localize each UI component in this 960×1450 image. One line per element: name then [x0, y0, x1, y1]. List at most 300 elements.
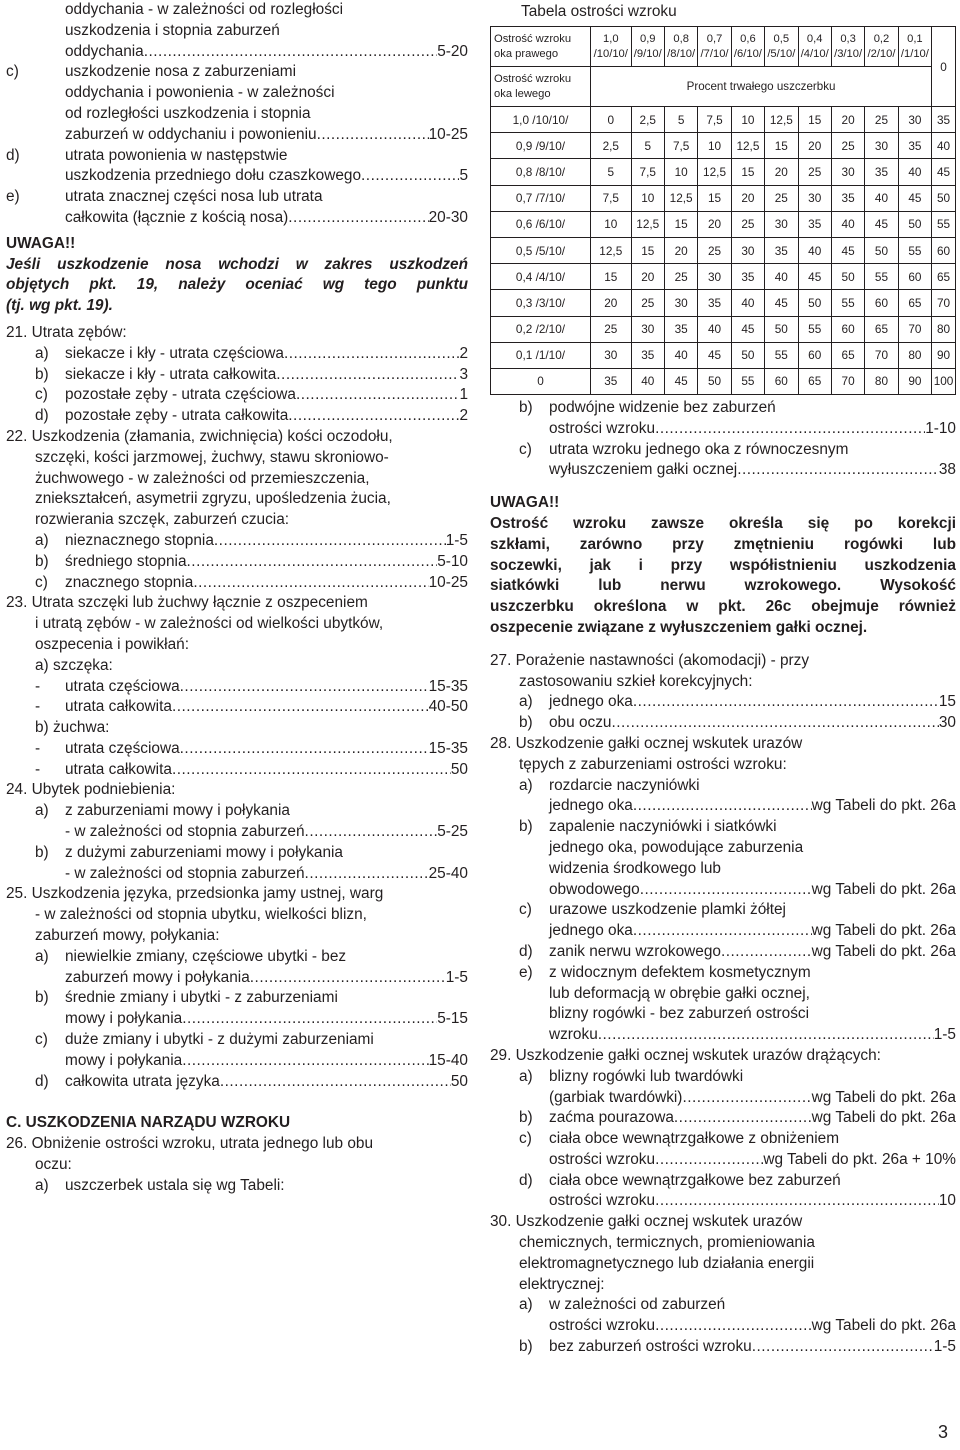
item-d-entry: uszkodzenia przedniego dołu czaszkowego ..... 5 — [65, 166, 468, 187]
table-cell: 25 — [664, 264, 697, 290]
table-cell: 15 — [664, 211, 697, 237]
p28-e-line: z widocznym defektem kosmetycznym — [549, 963, 811, 981]
item-c-label: c) — [6, 63, 19, 81]
table-cell: 35 — [698, 290, 731, 316]
table-row — [491, 159, 956, 185]
table-col-header: 1,0 /10/10/ — [591, 27, 632, 67]
p29-c-entry: ostrości wzroku ..... wg Tabeli do pkt. 26a + 10% — [549, 1150, 956, 1171]
table-row-label: 0,8 /8/10/ — [491, 159, 591, 185]
table-cell: 45 — [865, 211, 898, 237]
p23-b1-dash: - — [35, 739, 41, 757]
p28-e-line: blizny rogówki - bez zaburzeń ostrości — [549, 1005, 810, 1023]
corner-left-eye: Ostrość wzroku oka lewego — [491, 67, 591, 107]
p24-title: 24. Ubytek podniebienia: — [6, 781, 176, 799]
table-cell: 45 — [831, 237, 864, 263]
p30-line: elektrycznej: — [519, 1275, 605, 1293]
table-cell: 50 — [865, 237, 898, 263]
table-cell: 0 — [591, 107, 632, 133]
item-c-entry: zaburzeń w oddychaniu i powonieniu ..... 10-25 — [65, 125, 468, 146]
table-cell: 50 — [798, 290, 831, 316]
table-cell: 5 — [664, 107, 697, 133]
table-cell: 65 — [831, 342, 864, 368]
p22-line: 22. Uszkodzenia (złamania, zwichnięcia) kości oczodołu, — [6, 427, 393, 445]
table-row — [491, 316, 956, 342]
p23-b2-entry: utrata całkowita ..... 50 — [65, 760, 468, 781]
p25-c-line: duże zmiany i ubytki - z dużymi zaburzeniami — [65, 1031, 374, 1049]
table-col-header: 0,9 /9/10/ — [631, 27, 664, 67]
table-row — [491, 342, 956, 368]
table-row-label: 0,7 /7/10/ — [491, 185, 591, 211]
table-cell: 40 — [865, 185, 898, 211]
table-cell: 40 — [631, 368, 664, 394]
p30-a-line: w zależności od zaburzeń — [549, 1296, 726, 1314]
table-cell: 30 — [898, 107, 931, 133]
p28-d-entry: zanik nerwu wzrokowego ..... wg Tabeli do pkt. 26a — [549, 942, 956, 963]
p21-title: 21. Utrata zębów: — [6, 323, 127, 341]
table-cell: 40 — [698, 316, 731, 342]
warning-1-title: UWAGA!! — [6, 234, 76, 252]
p21-d-entry: pozostałe zęby - utrata całkowita ..... 2 — [65, 406, 468, 427]
table-cell: 30 — [591, 342, 632, 368]
table-subheader: Procent trwałego uszczerbku — [591, 67, 932, 107]
p25-d-label: d) — [35, 1072, 49, 1090]
p21-b-label: b) — [35, 365, 49, 383]
p23-a2-entry: utrata całkowita ..... 40-50 — [65, 697, 468, 718]
p30-b-entry: bez zaburzeń ostrości wzroku ..... 1-5 — [549, 1337, 956, 1358]
table-row-label: 1,0 /10/10/ — [491, 107, 591, 133]
table-cell: 40 — [898, 159, 931, 185]
table-cell: 35 — [831, 185, 864, 211]
table-cell: 25 — [798, 159, 831, 185]
p25-line: - w zależności od stopnia ubytku, wielkości blizn, — [35, 906, 367, 924]
table-row — [491, 211, 956, 237]
table-row — [491, 368, 956, 394]
p26-b-label: b) — [519, 399, 533, 416]
table-row-label: 0 — [491, 368, 591, 394]
p30-b-label: b) — [519, 1338, 533, 1356]
table-cell: 30 — [765, 211, 798, 237]
table-cell: 50 — [731, 342, 764, 368]
p26-line: oczu: — [35, 1156, 72, 1174]
table-cell: 20 — [698, 211, 731, 237]
p24-b-entry: - w zależności od stopnia zaburzeń ..... 25-40 — [65, 864, 468, 885]
table-cell: 2,5 — [591, 133, 632, 159]
table-col-header: 0,6 /6/10/ — [731, 27, 764, 67]
table-cell: 35 — [865, 159, 898, 185]
page-number: 3 — [937, 1422, 948, 1442]
table-col-header: 0,7 /7/10/ — [698, 27, 731, 67]
p29-a-label: a) — [519, 1067, 533, 1085]
table-cell: 80 — [898, 342, 931, 368]
p28-a-line: rozdarcie naczyniówki — [549, 776, 700, 794]
p24-a-entry: - w zależności od stopnia zaburzeń ..... 5-25 — [65, 822, 468, 843]
table-row-label: 0,3 /3/10/ — [491, 290, 591, 316]
p27-a-entry: jednego oka ..... 15 — [549, 692, 956, 713]
table-cell: 55 — [898, 237, 931, 263]
p25-a-label: a) — [35, 947, 49, 965]
table-cell: 35 — [631, 342, 664, 368]
table-cell: 55 — [831, 290, 864, 316]
p23-line: 23. Utrata szczęki lub żuchwy łącznie z oszpeceniem — [6, 594, 368, 612]
p24-b-label: b) — [35, 843, 49, 861]
p26-c-entry: wyłuszczeniem gałki ocznej ..... 38 — [549, 460, 956, 481]
table-cell: 35 — [932, 107, 956, 133]
table-subheader-row — [491, 67, 956, 107]
table-cell: 12,5 — [591, 237, 632, 263]
table-cell: 20 — [798, 133, 831, 159]
p23-b1-entry: utrata częściowa ..... 15-35 — [65, 739, 468, 760]
table-cell: 15 — [591, 264, 632, 290]
vision-acuity-table — [490, 26, 956, 395]
table-cell: 45 — [731, 316, 764, 342]
table-cell: 20 — [765, 159, 798, 185]
table-cell: 80 — [865, 368, 898, 394]
warning-2-line: Ostrość wzroku zawsze określa się po korekcji — [490, 514, 956, 532]
table-row-label: 0,9 /9/10/ — [491, 133, 591, 159]
table-cell: 10 — [698, 133, 731, 159]
table-cell: 25 — [698, 237, 731, 263]
p22-a-label: a) — [35, 531, 49, 549]
p23-a1-dash: - — [35, 677, 41, 695]
p29-a-entry: (garbiak twardówki) ..... wg Tabeli do pkt. 26a — [549, 1088, 956, 1109]
p21-b-entry: siekacze i kły - utrata całkowita ..... 3 — [65, 365, 468, 386]
table-cell: 45 — [664, 368, 697, 394]
table-cell: 55 — [798, 316, 831, 342]
p26-b-line: podwójne widzenie bez zaburzeń — [549, 399, 776, 416]
table-col-header: 0,4 /4/10/ — [798, 27, 831, 67]
table-cell: 40 — [765, 264, 798, 290]
table-row — [491, 107, 956, 133]
p22-b-label: b) — [35, 552, 49, 570]
table-cell: 20 — [631, 264, 664, 290]
table-row — [491, 133, 956, 159]
p23-a2-dash: - — [35, 698, 41, 716]
p23-a1-entry: utrata częściowa ..... 15-35 — [65, 677, 468, 698]
warning-1-line: (tj. wg pkt. 19). — [6, 297, 113, 315]
p29-d-line: ciała obce wewnątrzgałkowe bez zaburzeń — [549, 1171, 841, 1189]
p27-b-entry: obu oczu ..... 30 — [549, 713, 956, 734]
p23-a-label: a) szczęka: — [35, 656, 113, 674]
p29-title: 29. Uszkodzenie gałki ocznej wskutek urazów drążących: — [490, 1046, 881, 1064]
p25-c-label: c) — [35, 1031, 48, 1049]
table-cell: 35 — [731, 264, 764, 290]
warning-2-line: szkłami, zarówno przy zmętnieniu rogówki lub — [490, 535, 956, 553]
table-cell: 60 — [932, 237, 956, 263]
table-cell: 60 — [865, 290, 898, 316]
item-c-line: oddychania i powonienia - w zależności — [65, 84, 335, 102]
p26-c-label: c) — [519, 440, 532, 458]
table-col-header: 0,2 /2/10/ — [865, 27, 898, 67]
p27-a-label: a) — [519, 693, 533, 711]
corner-right-eye: Ostrość wzroku oka prawego — [491, 27, 591, 67]
p24-a-label: a) — [35, 802, 49, 820]
table-col-header: 0,5 /5/10/ — [765, 27, 798, 67]
p28-b-line: jednego oka, powodujące zaburzenia — [549, 838, 804, 856]
p26-a-text: uszczerbek ustala się wg Tabeli: — [65, 1176, 285, 1194]
table-cell: 12,5 — [698, 159, 731, 185]
table-row-label: 0,4 /4/10/ — [491, 264, 591, 290]
p25-d-entry: całkowita utrata języka ..... 50 — [65, 1072, 468, 1093]
table-cell: 25 — [831, 133, 864, 159]
p22-line: rozwierania szczęk, zaburzeń czucia: — [35, 511, 290, 529]
p23-b2-dash: - — [35, 760, 41, 778]
table-cell: 40 — [932, 133, 956, 159]
p23-line: i utratą zębów - w zależności od wielkości ubytków, — [35, 615, 384, 633]
table-cell: 65 — [798, 368, 831, 394]
table-cell: 25 — [765, 185, 798, 211]
table-cell: 50 — [898, 211, 931, 237]
table-cell: 65 — [932, 264, 956, 290]
table-col-header: 0,3 /3/10/ — [831, 27, 864, 67]
p28-e-line: lub deformacją w obrębie gałki ocznej, — [549, 984, 810, 1002]
warning-2-line: uszczerbku określona w pkt. 26c obejmuje również — [490, 598, 956, 616]
p28-c-entry: jednego oka ..... wg Tabeli do pkt. 26a — [549, 921, 956, 942]
warning-2-title: UWAGA!! — [490, 494, 560, 512]
p28-e-label: e) — [519, 963, 533, 981]
table-cell: 50 — [765, 316, 798, 342]
table-cell: 70 — [932, 290, 956, 316]
table-cell: 50 — [831, 264, 864, 290]
table-cell: 30 — [731, 237, 764, 263]
p26-b-entry: ostrości wzroku ..... 1-10 — [549, 419, 956, 440]
table-cell: 15 — [631, 237, 664, 263]
table-cell: 65 — [898, 290, 931, 316]
p30-line: 30. Uszkodzenie gałki ocznej wskutek urazów — [490, 1213, 803, 1231]
p26-c-line: utrata wzroku jednego oka z równoczesnym — [549, 440, 849, 458]
p24-b-line: z dużymi zaburzeniami mowy i połykania — [65, 843, 343, 861]
p22-b-entry: średniego stopnia ..... 5-10 — [65, 552, 468, 573]
table-cell: 90 — [932, 342, 956, 368]
warning-2-line: oszpecenie związane z wyłuszczeniem gałki ocznej. — [490, 618, 868, 636]
table-cell: 30 — [831, 159, 864, 185]
p21-c-label: c) — [35, 386, 48, 404]
table-cell: 5 — [591, 159, 632, 185]
table-cell: 30 — [698, 264, 731, 290]
p22-c-label: c) — [35, 573, 48, 591]
table-cell: 90 — [898, 368, 931, 394]
table-row-label: 0,5 /5/10/ — [491, 237, 591, 263]
intro-entry: oddychania ..... 5-20 — [65, 42, 468, 63]
p23-line: oszpecenia i powikłań: — [35, 635, 189, 653]
p30-a-label: a) — [519, 1296, 533, 1314]
table-col-header-zero: 0 — [932, 27, 956, 107]
p21-a-label: a) — [35, 344, 49, 362]
table-cell: 7,5 — [698, 107, 731, 133]
right-column — [490, 398, 956, 1358]
table-title: Tabela ostrości wzroku — [521, 3, 677, 20]
table-cell: 55 — [765, 342, 798, 368]
p28-line: 28. Uszkodzenie gałki ocznej wskutek urazów — [490, 734, 803, 752]
p28-b-line: widzenia środkowego lub — [549, 859, 721, 877]
table-cell: 30 — [664, 290, 697, 316]
p26-a-label: a) — [35, 1176, 49, 1194]
table-cell: 70 — [865, 342, 898, 368]
p27-line: zastosowaniu szkieł korekcyjnych: — [519, 672, 753, 690]
table-cell: 30 — [798, 185, 831, 211]
p29-b-entry: zaćma pourazowa ..... wg Tabeli do pkt. 26a — [549, 1108, 956, 1129]
table-cell: 25 — [731, 211, 764, 237]
table-cell: 25 — [865, 107, 898, 133]
table-cell: 15 — [731, 159, 764, 185]
table-cell: 15 — [698, 185, 731, 211]
p25-line: 25. Uszkodzenia języka, przedsionka jamy ustnej, warg — [6, 885, 384, 903]
p28-b-label: b) — [519, 818, 533, 836]
p27-line: 27. Porażenie nastawności (akomodacji) - przy — [490, 651, 810, 669]
table-cell: 15 — [798, 107, 831, 133]
p30-a-entry: ostrości wzroku ..... wg Tabeli do pkt. 26a — [549, 1316, 956, 1337]
table-cell: 10 — [591, 211, 632, 237]
table-cell: 55 — [731, 368, 764, 394]
p22-a-entry: nieznacznego stopnia ..... 1-5 — [65, 531, 468, 552]
p24-a-line: z zaburzeniami mowy i połykania — [65, 802, 290, 820]
table-cell: 20 — [831, 107, 864, 133]
table-header-row — [491, 27, 956, 67]
table-cell: 25 — [591, 316, 632, 342]
table-cell: 50 — [932, 185, 956, 211]
table-cell: 7,5 — [591, 185, 632, 211]
p28-c-line: urazowe uszkodzenie plamki żółtej — [549, 901, 786, 919]
p28-a-label: a) — [519, 776, 533, 794]
item-e-label: e) — [6, 188, 20, 206]
p25-a-line: niewielkie zmiany, częściowe ubytki - bez — [65, 947, 347, 965]
table-cell: 10 — [731, 107, 764, 133]
p30-line: chemicznych, termicznych, promieniowania — [519, 1234, 815, 1252]
p25-b-line: średnie zmiany i ubytki - z zaburzeniami — [65, 989, 338, 1007]
table-row-label: 0,2 /2/10/ — [491, 316, 591, 342]
p29-d-entry: ostrości wzroku ..... 10 — [549, 1191, 956, 1212]
warning-1-line: Jeśli uszkodzenie nosa wchodzi w zakres uszkodzeń — [6, 255, 468, 273]
table-cell: 20 — [664, 237, 697, 263]
p25-b-entry: mowy i połykania ..... 5-15 — [65, 1009, 468, 1030]
p26-line: 26. Obniżenie ostrości wzroku, utrata jednego lub obu — [6, 1135, 374, 1153]
p21-c-entry: pozostałe zęby - utrata częściowa ..... 1 — [65, 385, 468, 406]
table-cell: 7,5 — [631, 159, 664, 185]
table-cell: 45 — [898, 185, 931, 211]
table-cell: 20 — [591, 290, 632, 316]
table-cell: 2,5 — [631, 107, 664, 133]
table-cell: 70 — [898, 316, 931, 342]
section-c-heading: C. USZKODZENIA NARZĄDU WZROKU — [6, 1114, 291, 1132]
table-cell: 40 — [798, 237, 831, 263]
table-cell: 60 — [898, 264, 931, 290]
item-c-line: uszkodzenie nosa z zaburzeniami — [65, 63, 296, 81]
table-cell: 25 — [631, 290, 664, 316]
table-cell: 60 — [831, 316, 864, 342]
p28-c-label: c) — [519, 901, 532, 919]
p29-c-label: c) — [519, 1130, 532, 1148]
table-cell: 40 — [664, 342, 697, 368]
p25-line: zaburzeń mowy, połykania: — [35, 927, 220, 945]
p28-b-entry: obwodowego ..... wg Tabeli do pkt. 26a — [549, 880, 956, 901]
p21-a-entry: siekacze i kły - utrata częściowa ..... 2 — [65, 344, 468, 365]
table-cell: 30 — [631, 316, 664, 342]
table-cell: 35 — [898, 133, 931, 159]
table-row — [491, 290, 956, 316]
table-cell: 60 — [798, 342, 831, 368]
p29-a-line: blizny rogówki lub twardówki — [549, 1067, 744, 1085]
table-cell: 20 — [731, 185, 764, 211]
table-cell: 35 — [591, 368, 632, 394]
table-cell: 50 — [698, 368, 731, 394]
table-cell: 55 — [932, 211, 956, 237]
table-cell: 40 — [731, 290, 764, 316]
p29-c-line: ciała obce wewnątrzgałkowe z obniżeniem — [549, 1130, 840, 1148]
table-cell: 12,5 — [664, 185, 697, 211]
table-cell: 35 — [664, 316, 697, 342]
intro-line-1: oddychania - w zależności od rozległości — [65, 1, 344, 18]
p28-a-entry: jednego oka ..... wg Tabeli do pkt. 26a — [549, 796, 956, 817]
table-cell: 35 — [798, 211, 831, 237]
item-e-line: utrata znacznej części nosa lub utrata — [65, 188, 323, 206]
table-cell: 45 — [798, 264, 831, 290]
table-cell: 35 — [765, 237, 798, 263]
table-row-label: 0,6 /6/10/ — [491, 211, 591, 237]
table-cell: 60 — [765, 368, 798, 394]
table-cell: 100 — [932, 368, 956, 394]
table-cell: 45 — [932, 159, 956, 185]
table-row-label: 0,1 /1/10/ — [491, 342, 591, 368]
p25-c-entry: mowy i połykania ..... 15-40 — [65, 1051, 468, 1072]
p28-e-entry: wzroku ..... 1-5 — [549, 1025, 956, 1046]
item-d-line: utrata powonienia w następstwie — [65, 146, 288, 164]
p30-line: elektromagnetycznego lub działania energii — [519, 1254, 815, 1272]
p29-d-label: d) — [519, 1171, 533, 1189]
p28-d-label: d) — [519, 942, 533, 960]
p27-b-label: b) — [519, 714, 533, 732]
p29-b-label: b) — [519, 1109, 533, 1127]
warning-2-line: siatkówki lub nerwu wzrokowego. Wysokość — [490, 577, 956, 595]
p22-line: żuchwowego - w zależności od przemieszczenia, — [35, 469, 370, 487]
p28-line: tępych z zaburzeniami ostrości wzroku: — [519, 755, 787, 773]
table-cell: 12,5 — [731, 133, 764, 159]
table-row — [491, 264, 956, 290]
table-cell: 45 — [698, 342, 731, 368]
table-col-header: 0,1 /1/10/ — [898, 27, 931, 67]
p25-a-entry: zaburzeń mowy i połykania ..... 1-5 — [65, 968, 468, 989]
p25-b-label: b) — [35, 989, 49, 1007]
table-row — [491, 237, 956, 263]
table-cell: 7,5 — [664, 133, 697, 159]
item-c-line: od rozległości uszkodzenia i stopnia — [65, 104, 311, 122]
table-cell: 15 — [765, 133, 798, 159]
table-cell: 10 — [631, 185, 664, 211]
table-cell: 40 — [831, 211, 864, 237]
table-cell: 45 — [765, 290, 798, 316]
warning-2-line: soczewki, jak i przy współistnieniu uszkodzenia — [490, 556, 956, 574]
item-d-label: d) — [6, 146, 20, 164]
table-cell: 70 — [831, 368, 864, 394]
p23-b-label: b) żuchwa: — [35, 719, 110, 737]
table-cell: 55 — [865, 264, 898, 290]
table-cell: 12,5 — [631, 211, 664, 237]
table-cell: 12,5 — [765, 107, 798, 133]
table-row — [491, 185, 956, 211]
p22-line: zniekształceń, asymetrii zgryzu, upośledzenia żucia, — [35, 490, 391, 508]
item-e-entry: całkowita (łącznie z kością nosa) ..... 20-30 — [65, 208, 468, 229]
intro-line-2: uszkodzenia i stopnia zaburzeń — [65, 21, 280, 39]
p21-d-label: d) — [35, 407, 49, 425]
table-cell: 65 — [865, 316, 898, 342]
table-cell: 80 — [932, 316, 956, 342]
table-cell: 10 — [664, 159, 697, 185]
table-cell: 30 — [865, 133, 898, 159]
table-cell: 5 — [631, 133, 664, 159]
p28-b-line: zapalenie naczyniówki i siatkówki — [549, 818, 777, 836]
p22-c-entry: znacznego stopnia ..... 10-25 — [65, 573, 468, 594]
p22-line: szczęki, kości jarzmowej, żuchwy, stawu skroniowo- — [35, 448, 389, 466]
warning-1-line: objętych pkt. 19, należy oceniać wg tego punktu — [6, 276, 468, 294]
table-col-header: 0,8 /8/10/ — [664, 27, 697, 67]
